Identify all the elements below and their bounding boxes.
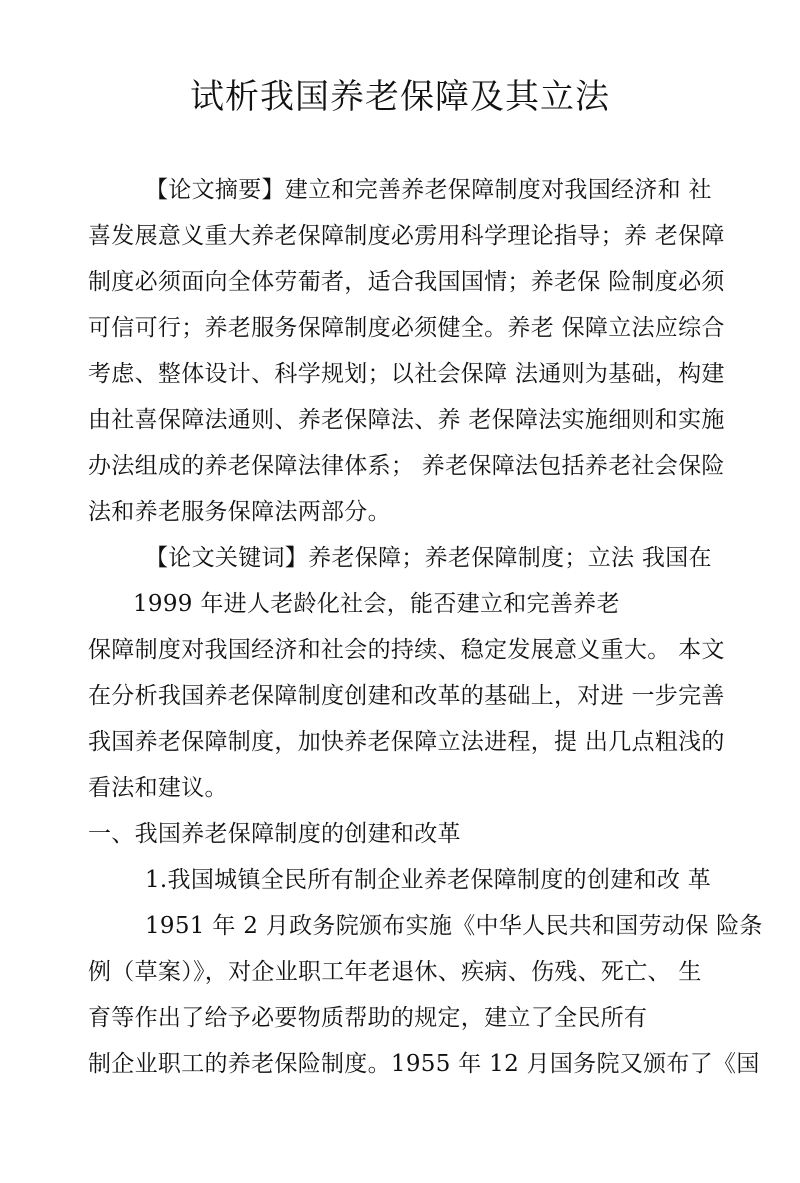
text-line: 【论文摘要】建立和完善养老保障制度对我国经济和 社 — [145, 177, 712, 203]
text-line: 制度必须面向全体劳葡者，适合我国国情；养老保 险制度必须 — [88, 269, 725, 295]
document-title: 试析我国养老保障及其立法 — [190, 77, 610, 117]
text-line: 办法组成的养老保障法律体系； 养老保障法包括养老社会保险 — [88, 453, 725, 479]
text-line: 我国养老保障制度，加快养老保障立法进程，提 出几点粗浅的 — [88, 729, 725, 755]
text-line: 1951 年 2 月政务院颁布实施《中华人民共和国劳动保 险条 — [145, 913, 763, 939]
text-line: 考虑、整体设计、科学规划；以社会保障 法通则为基础，构建 — [88, 361, 725, 387]
text-line: 由社喜保障法通则、养老保障法、养 老保障法实施细则和实施 — [88, 407, 725, 433]
text-line: 制企业职工的养老保险制度。1955 年 12 月国务院又颁布了《国 — [88, 1051, 760, 1077]
section-heading: 一、我国养老保障制度的创建和改革 — [88, 821, 461, 847]
text-line: 【论文关键词】养老保障；养老保障制度；立法 我国在 — [145, 545, 712, 571]
text-line: 看法和建议。 — [88, 775, 228, 801]
text-line: 可信可行；养老服务保障制度必须健全。养老 保障立法应综合 — [88, 315, 725, 341]
text-line: 育等作出了给予必要物质帮助的规定，建立了全民所有 — [88, 1005, 648, 1031]
text-line: 1999 年进人老龄化社会，能否建立和完善养老 — [133, 591, 620, 617]
text-line: 在分析我国养老保障制度创建和改革的基础上，对进 一步完善 — [88, 683, 725, 709]
text-line: 例（草案）》，对企业职工年老退休、疾病、伤残、死亡、 生 — [88, 959, 702, 985]
text-line: 法和养老服务保障法两部分。 — [88, 499, 391, 525]
text-line: 保障制度对我国经济和社会的持续、稳定发展意义重大。 本文 — [88, 637, 725, 663]
text-line: 喜发展意义重大养老保障制度必雳用科学理论指导；养 老保障 — [88, 223, 725, 249]
subsection-heading: 1.我国城镇全民所有制企业养老保障制度的创建和改 革 — [145, 867, 712, 893]
